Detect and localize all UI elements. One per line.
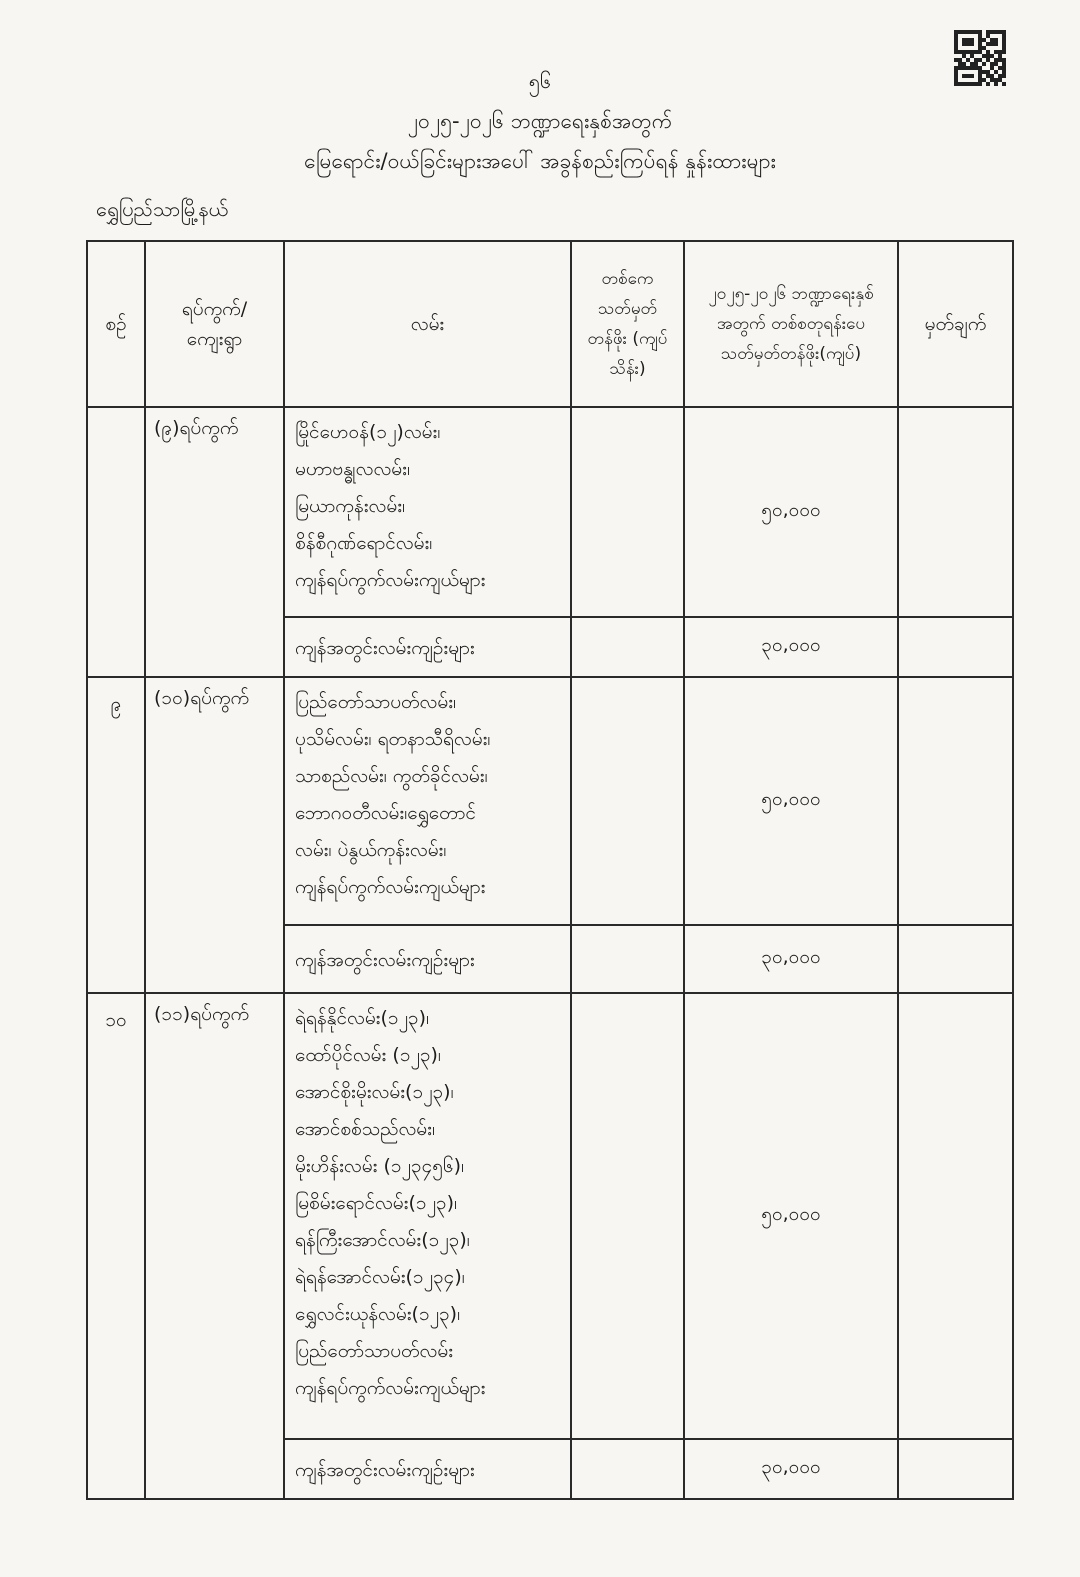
street-name: မဟာဗန္ဓုလလမ်း၊ [295, 458, 410, 480]
street-name: မြစိမ်းရောင်လမ်း(၁၂၃)၊ [295, 1192, 458, 1214]
rate-main-street: ၅၀,၀၀၀ [684, 677, 898, 925]
col-header-value-lakh: တစ်ကေ သတ်မှတ် တန်ဖိုး (ကျပ်သိန်း) [571, 241, 684, 407]
remark-cell [898, 407, 1013, 617]
street-name: သာစည်လမ်း၊ ကွတ်ခိုင်လမ်း၊ [295, 765, 488, 787]
row-number: ၁၀ [87, 993, 145, 1499]
remark-cell [898, 677, 1013, 925]
street-name: ပုသိမ်လမ်း၊ ရတနာသီရိလမ်း၊ [295, 728, 491, 750]
street-list [284, 677, 571, 925]
rate-main-street: ၅၀,၀၀၀ [684, 993, 898, 1439]
township-name: ရွှေပြည်သာမြို့နယ် [96, 197, 229, 221]
rate-inner-street: ၃၀,၀၀၀ [684, 925, 898, 993]
table-header-row [87, 241, 1013, 407]
ward-name: (၉)ရပ်ကွက် [145, 407, 284, 677]
value-lakh-cell [571, 617, 684, 677]
col-header-remark: မှတ်ချက် [898, 241, 1013, 407]
remark-cell [898, 925, 1013, 993]
table-row [87, 407, 1013, 617]
street-name: မိုးဟိန်းလမ်း (၁၂၃၄၅၆)၊ [295, 1155, 465, 1177]
street-name: ရန်ကြီးအောင်လမ်း(၁၂၃)၊ [295, 1229, 470, 1251]
street-name: ကျန်ရပ်ကွက်လမ်းကျယ်များ [295, 876, 486, 898]
street-name: ကျန်ရပ်ကွက်လမ်းကျယ်များ [295, 569, 486, 591]
street-name: မြယာကုန်းလမ်း၊ [295, 495, 406, 517]
street-name: ရွှေလင်းယုန်လမ်း(၁၂၃)၊ [295, 1303, 461, 1325]
row-number [87, 407, 145, 677]
street-list [284, 993, 571, 1439]
street-name: ရဲရန်အောင်လမ်း(၁၂၃၄)၊ [295, 1266, 465, 1288]
inner-street-label: ကျန်အတွင်းလမ်းကျဉ်းများ [284, 617, 571, 677]
table-row [87, 677, 1013, 925]
value-lakh-cell [571, 993, 684, 1439]
rate-main-street: ၅၀,၀၀၀ [684, 407, 898, 617]
value-lakh-cell [571, 677, 684, 925]
value-lakh-cell [571, 1439, 684, 1499]
street-name: မြိုင်ဟေဝန်(၁၂)လမ်း၊ [295, 421, 441, 443]
col-header-street: လမ်း [284, 241, 571, 407]
table-row [87, 993, 1013, 1439]
col-header-ward: ရပ်ကွက်/ ကျေးရွာ [145, 241, 284, 407]
document-title: ၂၀၂၅-၂၀၂၆ ဘဏ္ဍာရေးနှစ်အတွက် [407, 109, 673, 133]
street-name: ရဲရန်နိုင်လမ်း(၁၂၃)၊ [295, 1007, 430, 1029]
page-number: ၅၆ [528, 69, 552, 93]
col-header-value-sqft: ၂၀၂၅-၂၀၂၆ ဘဏ္ဍာရေးနှစ်အတွက် တစ်စတုရန်းပေ သတ်မှတ်တန်ဖိုး(ကျပ်) [684, 241, 898, 407]
rate-inner-street: ၃၀,၀၀၀ [684, 1439, 898, 1499]
street-name: အောင်စိုးမိုးလမ်း(၁၂၃)၊ [295, 1081, 454, 1103]
inner-street-label: ကျန်အတွင်းလမ်းကျဉ်းများ [284, 1439, 571, 1499]
remark-cell [898, 617, 1013, 677]
street-name: ပြည်တော်သာပတ်လမ်း [295, 1340, 454, 1362]
tax-rate-table [86, 240, 1014, 1500]
row-number: ၉ [87, 677, 145, 993]
col-header-no: စဉ် [87, 241, 145, 407]
rate-inner-street: ၃၀,၀၀၀ [684, 617, 898, 677]
value-lakh-cell [571, 407, 684, 617]
value-lakh-cell [571, 925, 684, 993]
remark-cell [898, 993, 1013, 1439]
street-name: စိန်စီဂုဏ်ရောင်လမ်း၊ [295, 532, 433, 554]
street-name: ပြည်တော်သာပတ်လမ်း၊ [295, 691, 457, 713]
street-name: အောင်စစ်သည်လမ်း၊ [295, 1118, 435, 1140]
street-name: ဘောဂဝတီလမ်း၊ရွှေတောင် [295, 802, 476, 824]
street-name: ကျန်ရပ်ကွက်လမ်းကျယ်များ [295, 1377, 486, 1399]
ward-name: (၁၀)ရပ်ကွက် [145, 677, 284, 993]
remark-cell [898, 1439, 1013, 1499]
document-subtitle: မြေရောင်း/ဝယ်ခြင်းများအပေါ် အခွန်စည်းကြပ်ရန် နှုန်းထားများ [304, 149, 776, 173]
street-name: လမ်း၊ ပဲနွယ်ကုန်းလမ်း၊ [295, 839, 447, 861]
inner-street-label: ကျန်အတွင်းလမ်းကျဉ်းများ [284, 925, 571, 993]
street-list [284, 407, 571, 617]
street-name: ထော်ပိုင်လမ်း (၁၂၃)၊ [295, 1044, 441, 1066]
ward-name: (၁၁)ရပ်ကွက် [145, 993, 284, 1499]
